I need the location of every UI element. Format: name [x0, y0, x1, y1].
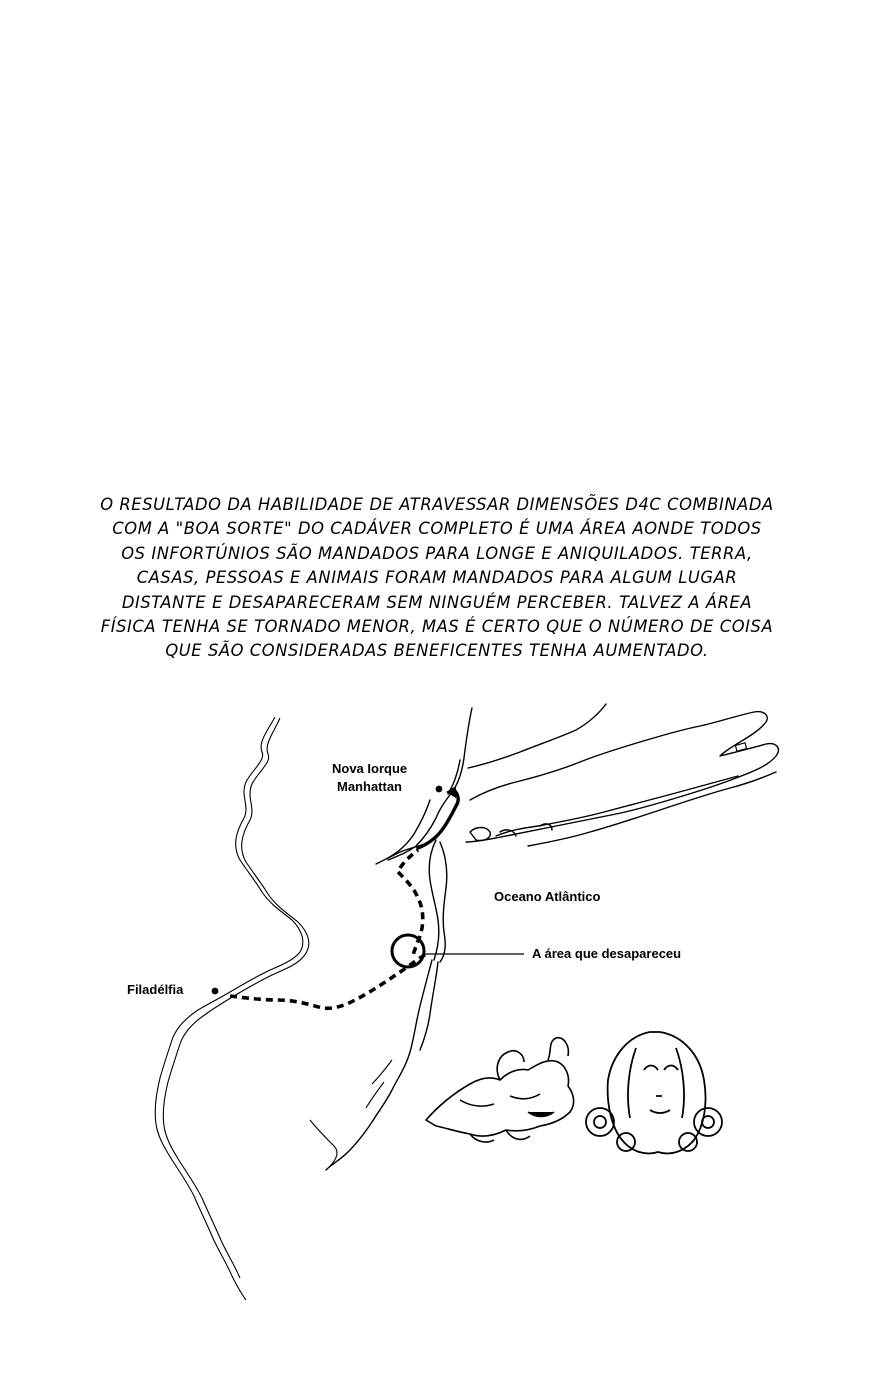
- philadelphia-marker: [212, 988, 219, 995]
- jersey-shore: [376, 840, 447, 962]
- narration-line: DISTANTE E DESAPARECERAM SEM NINGUÉM PERCEBER. TALVEZ A ÁREA: [121, 592, 753, 613]
- harbor-islands: [470, 824, 552, 841]
- narration-line: OS INFORTÚNIOS SÃO MANDADOS PARA LONGE E ANIQUILADOS. TERRA,: [121, 543, 753, 564]
- valentine-portrait-icon: [586, 1032, 722, 1154]
- vanished-area-circle: [392, 935, 424, 967]
- long-island: [466, 704, 778, 846]
- vanished-area-label: A área que desapareceu: [532, 946, 682, 961]
- manhattan-label: Manhattan: [337, 779, 402, 794]
- ocean-label: Oceano Atlântico: [494, 889, 601, 904]
- route-to-new-york: [398, 786, 458, 958]
- corpse-icon: [426, 1038, 574, 1142]
- narration-line: QUE SÃO CONSIDERADAS BENEFICENTES TENHA AUMENTADO.: [165, 641, 709, 662]
- south-jersey-coast: [310, 960, 438, 1170]
- philadelphia-label: Filadélfia: [127, 982, 184, 997]
- delaware-river: [155, 717, 309, 1300]
- new-york-label: Nova Iorque: [332, 761, 408, 776]
- narration-line: FÍSICA TENHA SE TORNADO MENOR, MAS É CERTO QUE O NÚMERO DE COISA: [100, 617, 774, 638]
- narration-line: CASAS, PESSOAS E ANIMAIS FORAM MANDADOS PARA ALGUM LUGAR: [136, 568, 738, 589]
- new-york-marker: [436, 786, 443, 793]
- narration-line: COM A "BOA SORTE" DO CADÁVER COMPLETO É UMA ÁREA AONDE TODOS: [112, 519, 762, 540]
- narration-line: O RESULTADO DA HABILIDADE DE ATRAVESSAR DIMENSÕES D4C COMBINADA: [100, 495, 774, 515]
